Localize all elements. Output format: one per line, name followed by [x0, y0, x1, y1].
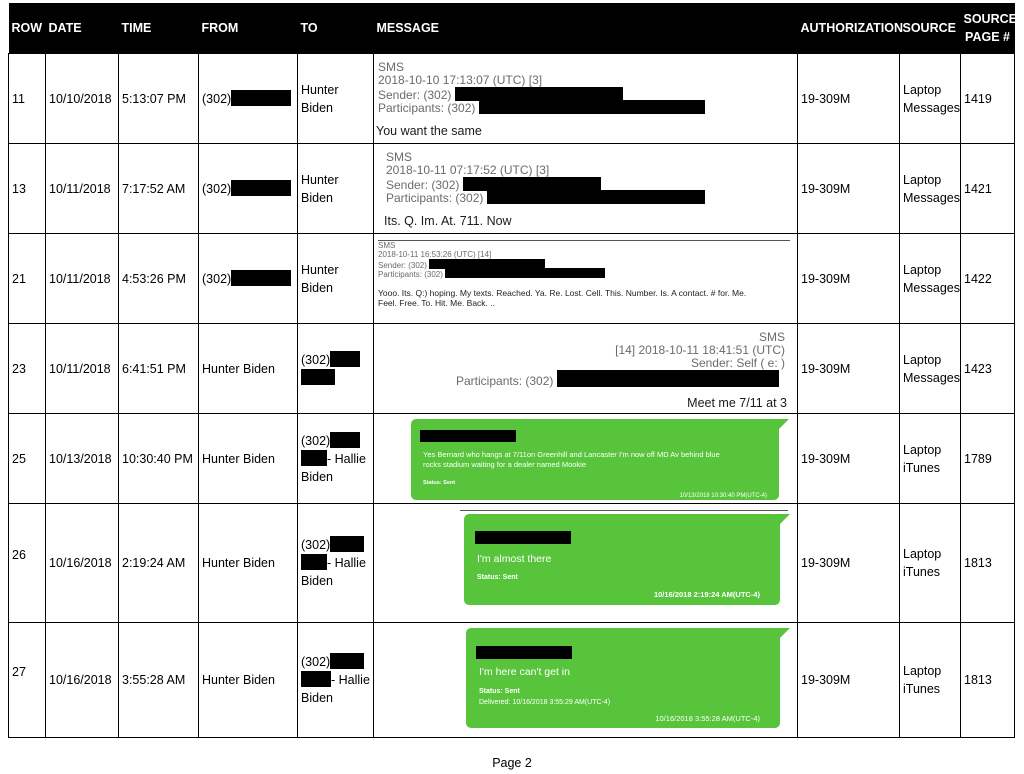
sms-participants: [456, 370, 779, 387]
table-row: [9, 54, 1015, 144]
cell-source: Laptop Messages: [900, 54, 961, 144]
bubble-line1: Yes Bernard who hangs at 7/11on Greenhill and Lancaster I'm now off MD Av behind blue: [423, 450, 720, 459]
header-authorization: AUTHORIZATION: [798, 3, 900, 54]
page-number: Page 2: [492, 756, 532, 770]
cell-to: Hunter Biden: [298, 234, 374, 324]
cell-time: 4:53:26 PM: [119, 234, 199, 324]
bubble-line2: rocks stadium waiting for a dealer named Mookie: [423, 460, 586, 469]
sms-participants: [378, 100, 705, 114]
sms-timestamp: 2018-10-11 07:17:52 (UTC) [3]: [386, 163, 550, 177]
sms-sender-label: Sender: (302): [378, 88, 452, 102]
cell-message: [374, 414, 798, 504]
redaction-bar: [476, 646, 572, 659]
cell-row: 13: [9, 144, 46, 234]
redaction-bar: [301, 554, 327, 570]
sms-participants-label: Participants: (302): [378, 101, 476, 115]
cell-to: [298, 504, 374, 623]
cell-from: [199, 54, 298, 144]
cell-page: 1423: [961, 324, 1015, 414]
bubble-timestamp: 10/13/2018 10:30:40 PM(UTC-4): [679, 493, 767, 499]
header-source-page-line1: SOURCE: [963, 12, 1017, 26]
cell-time: 2:19:24 AM: [119, 504, 199, 623]
cell-page: 1789: [961, 414, 1015, 504]
cell-time: 5:13:07 PM: [119, 54, 199, 144]
cell-row: 11: [9, 54, 46, 144]
cell-row: 26: [9, 504, 46, 623]
cell-message: [374, 623, 798, 738]
to-number: (302): [301, 655, 331, 669]
to-number: (302): [301, 538, 331, 552]
redaction-bar: [231, 90, 291, 106]
bubble-tail: [775, 419, 789, 433]
chat-bubble: [466, 628, 780, 728]
sms-kind: SMS: [378, 241, 396, 250]
header-to: TO: [298, 3, 374, 54]
to-number: (302): [301, 352, 331, 367]
table-row: [9, 504, 1015, 623]
cell-authorization: 19-309M: [798, 54, 900, 144]
bubble-status: Status: Sent: [477, 574, 518, 581]
cell-date: 10/16/2018: [46, 623, 119, 738]
sms-participants-label: Participants: (302): [386, 191, 484, 205]
cell-time: 10:30:40 PM: [119, 414, 199, 504]
redaction-bar: [231, 180, 291, 196]
cell-to: Hunter Biden: [298, 144, 374, 234]
cell-time: 6:41:51 PM: [119, 324, 199, 414]
bubble-status: Status: Sent: [479, 688, 520, 695]
cell-message: [374, 144, 798, 234]
from-number: (302): [202, 271, 232, 286]
table-row: [9, 324, 1015, 414]
cell-authorization: 19-309M: [798, 504, 900, 623]
redaction-bar: [301, 450, 327, 466]
cell-authorization: 19-309M: [798, 234, 900, 324]
cell-message: [374, 54, 798, 144]
cell-source: Laptop iTunes: [900, 504, 961, 623]
sms-timestamp: [14] 2018-10-11 18:41:51 (UTC): [615, 343, 785, 357]
cell-authorization: 19-309M: [798, 414, 900, 504]
cell-to: [298, 623, 374, 738]
cell-page: 1421: [961, 144, 1015, 234]
cell-from: Hunter Biden: [199, 324, 298, 414]
sms-timestamp: 2018-10-10 17:13:07 (UTC) [3]: [378, 73, 543, 87]
bubble-line1: I'm almost there: [477, 553, 552, 565]
to-number: (302): [301, 433, 331, 448]
table-row: [9, 414, 1015, 504]
bubble-tail: [776, 628, 790, 642]
redaction-bar: [330, 653, 364, 669]
sms-sender: Sender: Self ( e: ): [690, 356, 785, 370]
header-source-page: [961, 3, 1015, 54]
sms-body-line2: Feel. Free. To. Hit. Me. Back. ..: [378, 298, 495, 308]
cell-row: 27: [9, 623, 46, 738]
header-from: FROM: [199, 3, 298, 54]
chat-bubble: [464, 514, 780, 605]
sms-sender: [386, 177, 601, 191]
redaction-bar: [479, 100, 705, 114]
cell-page: 1813: [961, 504, 1015, 623]
bubble-tail: [776, 514, 790, 528]
sms-kind: SMS: [758, 330, 785, 344]
cell-page: 1422: [961, 234, 1015, 324]
cell-message: [374, 324, 798, 414]
redaction-bar: [420, 430, 516, 442]
cell-from: Hunter Biden: [199, 504, 298, 623]
table-row: [9, 623, 1015, 738]
redaction-bar: [557, 370, 779, 387]
redaction-bar: [475, 531, 571, 544]
to-suffix: - Hallie Biden: [301, 556, 366, 588]
cell-from: [199, 234, 298, 324]
redaction-bar: [487, 190, 705, 204]
to-suffix: - Hallie Biden: [301, 673, 370, 705]
sms-body: Its. Q. Im. At. 711. Now: [384, 214, 512, 228]
header-source-page-line2: PAGE #: [965, 30, 1010, 44]
message-log-table: [8, 3, 1015, 738]
cell-date: 10/13/2018: [46, 414, 119, 504]
cell-date: 10/11/2018: [46, 234, 119, 324]
cell-message: [374, 504, 798, 623]
header-time: TIME: [119, 3, 199, 54]
cell-to: [298, 414, 374, 504]
redaction-bar: [463, 177, 601, 191]
sms-timestamp: 2018-10-11 16:53:26 (UTC) [14]: [378, 250, 492, 259]
sms-sender-label: Sender: (302): [386, 178, 460, 192]
redaction-bar: [330, 351, 360, 367]
divider: [378, 240, 790, 241]
cell-to: [298, 324, 374, 414]
cell-page: 1813: [961, 623, 1015, 738]
header-message: MESSAGE: [374, 3, 798, 54]
bubble-timestamp: 10/16/2018 2:19:24 AM(UTC-4): [653, 590, 760, 599]
from-number: (302): [202, 181, 232, 196]
cell-time: 3:55:28 AM: [119, 623, 199, 738]
header-row-num: ROW: [9, 3, 46, 54]
sms-body-line1: Yooo. Its. Q:) hoping. My texts. Reached. Ya. Re. Lost. Cell. This. Number. Is. A contact. # for. Me.: [378, 288, 747, 298]
cell-authorization: 19-309M: [798, 623, 900, 738]
sms-kind: SMS: [378, 60, 405, 74]
cell-date: 10/11/2018: [46, 324, 119, 414]
cell-source: Laptop Messages: [900, 234, 961, 324]
bubble-status: Status: Sent: [423, 480, 456, 486]
cell-source: Laptop iTunes: [900, 623, 961, 738]
cell-date: 10/10/2018: [46, 54, 119, 144]
sms-kind: SMS: [386, 150, 413, 164]
sms-participants: [386, 190, 705, 204]
cell-authorization: 19-309M: [798, 144, 900, 234]
sms-body: Meet me 7/11 at 3: [687, 396, 787, 410]
cell-source: Laptop iTunes: [900, 414, 961, 504]
cell-date: 10/11/2018: [46, 144, 119, 234]
to-suffix: - Hallie Biden: [301, 451, 366, 484]
bubble-delivered: Delivered: 10/16/2018 3:55:29 AM(UTC-4): [479, 699, 611, 706]
divider: [460, 510, 788, 511]
cell-time: 7:17:52 AM: [119, 144, 199, 234]
cell-page: 1419: [961, 54, 1015, 144]
table-row: [9, 234, 1015, 324]
sms-participants: [378, 268, 605, 279]
from-number: (302): [202, 91, 232, 106]
cell-row: 25: [9, 414, 46, 504]
sms-sender: [378, 87, 623, 101]
cell-source: Laptop Messages: [900, 144, 961, 234]
redaction-bar: [301, 369, 335, 385]
cell-from: Hunter Biden: [199, 623, 298, 738]
redaction-bar: [330, 536, 364, 552]
sms-participants-label: Participants: (302): [378, 270, 443, 279]
bubble-timestamp: 10/16/2018 3:55:28 AM(UTC-4): [655, 714, 760, 723]
redaction-bar: [301, 671, 331, 687]
header-source: SOURCE: [900, 3, 961, 54]
header-row: [9, 3, 1015, 54]
redaction-bar: [455, 87, 623, 101]
cell-to: Hunter Biden: [298, 54, 374, 144]
bubble-line1: I'm here can't get in: [479, 666, 570, 678]
chat-bubble: [411, 419, 779, 500]
cell-date: 10/16/2018: [46, 504, 119, 623]
cell-source: Laptop Messages: [900, 324, 961, 414]
header-date: DATE: [46, 3, 119, 54]
cell-row: 23: [9, 324, 46, 414]
cell-from: Hunter Biden: [199, 414, 298, 504]
cell-row: 21: [9, 234, 46, 324]
cell-from: [199, 144, 298, 234]
sms-sender-label: Sender: (302): [378, 261, 427, 270]
redaction-bar: [445, 268, 605, 278]
cell-authorization: 19-309M: [798, 324, 900, 414]
redaction-bar: [330, 432, 360, 448]
sms-participants-label: Participants: (302): [456, 374, 554, 388]
redaction-bar: [231, 270, 291, 286]
sms-body: You want the same: [376, 124, 482, 138]
cell-message: [374, 234, 798, 324]
table-row: [9, 144, 1015, 234]
